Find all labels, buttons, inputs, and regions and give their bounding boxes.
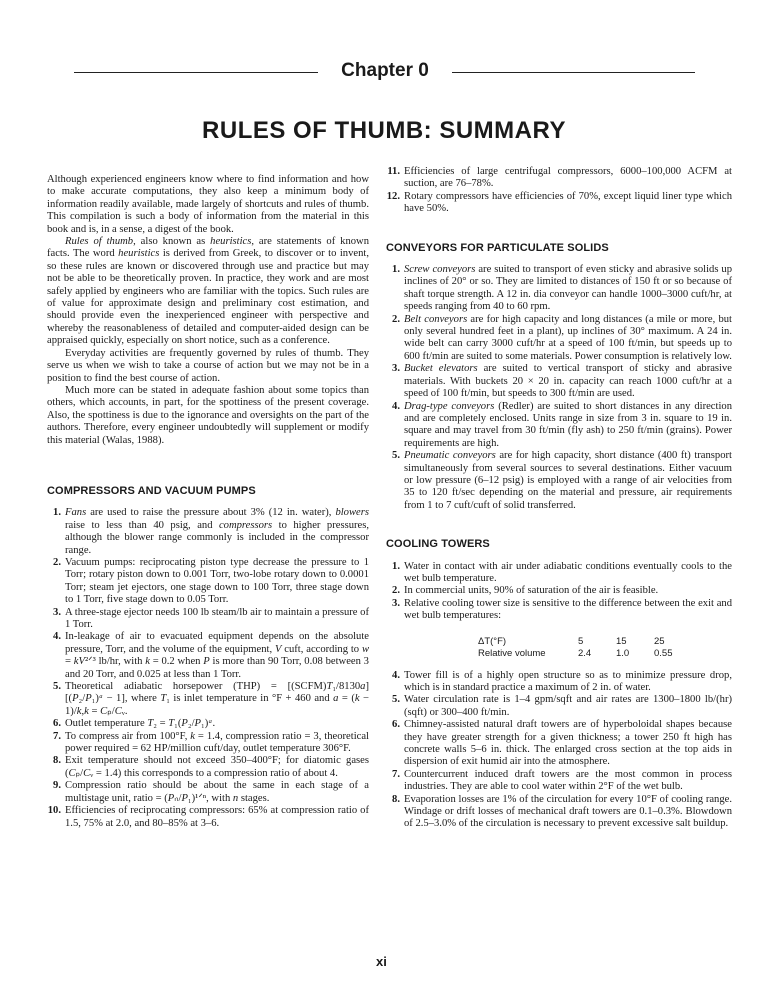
text: Although experienced engineers know where to find information and how to make accurate computations, they also keep a minimum body of information readily available, made largely of shortcuts and rules of thumb. This compilation is such a body of information from the material in this book and is, in a sense, a digest of the book. xyxy=(47,174,369,235)
text: , xyxy=(81,705,85,717)
italic-text: C xyxy=(83,767,91,779)
italic-text: Screw conveyors xyxy=(404,264,476,276)
italic-text: P xyxy=(167,792,175,804)
item-number: 1. xyxy=(53,507,61,519)
compressors-list xyxy=(47,507,369,830)
italic-text: V xyxy=(274,643,282,655)
table-row xyxy=(386,636,732,648)
cell: 2.4 xyxy=(578,647,592,659)
text: A three-stage ejector needs 100 lb steam/lb air to maintain a pressure of 1 Torr. xyxy=(65,606,369,630)
text: Rotary compressors have efficiencies of 70%, except liquid liner type which have 50%. xyxy=(404,190,732,215)
cell: 25 xyxy=(654,635,665,647)
list-item xyxy=(386,769,732,794)
text: Chimney-assisted natural draft towers are of hyperboloidal shapes because they have greater strength for a given thickness; a tower 250 ft high has concrete walls 5–6 in. thick. The enlarged cross section at the top aids in dispersion of exit humid air into the atmosphere. xyxy=(404,719,732,768)
item-number: 3. xyxy=(392,363,400,375)
italic-text: k xyxy=(84,705,89,717)
italic-text: P xyxy=(194,718,201,730)
list-item xyxy=(386,561,732,586)
item-number: 1. xyxy=(392,264,400,276)
section-heading-conveyors: CONVEYORS FOR PARTICULATE SOLIDS xyxy=(386,241,609,254)
italic-text: Bucket elevators xyxy=(404,363,478,375)
item-number: 5. xyxy=(392,450,400,462)
text: = xyxy=(88,705,101,717)
italic-text: Pneumatic conveyors xyxy=(404,450,496,462)
italic-text: heuristics xyxy=(210,236,252,248)
italic-text: T xyxy=(326,681,333,693)
cell: 0.55 xyxy=(654,647,673,659)
italic-text: T xyxy=(160,693,167,705)
text: Water circulation rate is 1–4 gpm/sqft and air rates are 1300–1800 lb/(hr)(sqft) or 300–400 ft/min. xyxy=(404,694,732,718)
text: (Redler) are suited to short distances in any direction and are completely enclosed. Units range in size from 3 in. square to 19 in. square and may travel from 30 ft/min (fly ash) to 250 ft/min (grains). Power requirements are high. xyxy=(404,400,732,449)
italic-text: n xyxy=(232,792,239,804)
text: Outlet temperature xyxy=(65,718,148,730)
conveyors-list xyxy=(386,264,732,512)
italic-text: C xyxy=(114,705,122,717)
italic-text: Fans xyxy=(65,507,87,519)
italic-text: T xyxy=(168,718,175,730)
item-number: 5. xyxy=(392,694,400,706)
header-rule-left xyxy=(74,72,318,73)
text: ₂/ xyxy=(187,718,195,730)
text: ²ᐟ³ lb/hr, with xyxy=(84,656,146,668)
text: ₁) xyxy=(201,718,209,730)
text: − 1)/ xyxy=(65,693,370,717)
list-item xyxy=(386,694,732,719)
text: , are statements of known facts. The word xyxy=(47,236,369,260)
text: Theoretical adiabatic horsepower (THP) = [(SCFM) xyxy=(65,681,327,693)
text: Efficiencies of large centrifugal compressors, 6000–100,000 ACFM at suction, are 76–78%. xyxy=(404,166,732,190)
text: Exit temperature should not exceed 350–400°F; for diatomic gases ( xyxy=(65,755,369,779)
list-item xyxy=(386,585,732,597)
text: is more than 90 Torr, 0.08 between 3 and 20 Torr, and 0.025 at less than 1 Torr. xyxy=(65,656,369,680)
row-label: ΔT(°F) xyxy=(478,635,507,647)
list-item xyxy=(47,607,369,632)
italic-text: P xyxy=(72,693,79,705)
cooling-list-continued xyxy=(386,670,732,831)
text: ₁) xyxy=(91,693,99,705)
italic-text: Rules of thumb xyxy=(65,236,134,248)
text: are suited to transport of even sticky and abrasive solids up inclines of 20° or so. They are limited to distances of 150 ft or so because of shaft torque strength. A 12 in. dia conveyor can handle 1000–3000 cuft/hr, at speeds ranging from 40 to 60 rpm. xyxy=(404,264,732,313)
item-number: 9. xyxy=(53,780,61,792)
intro-paragraph xyxy=(47,174,369,236)
list-item xyxy=(386,719,732,769)
row-label: Relative volume xyxy=(478,647,546,659)
item-number: 7. xyxy=(392,768,400,780)
intro-paragraph xyxy=(47,348,369,385)
text: Everyday activities are frequently governed by rules of thumb. They serve us when we wish to take a course of action but we may not be in a position to find the best course of action. xyxy=(47,347,369,384)
item-number: 4. xyxy=(53,631,61,643)
italic-text: compressors xyxy=(218,519,273,531)
item-number: 2. xyxy=(392,585,400,597)
intro-paragraph xyxy=(47,236,369,348)
text: ₚ/ xyxy=(75,767,84,779)
italic-text: heuristics xyxy=(118,248,160,260)
text: ₚ/ xyxy=(107,705,115,717)
list-item xyxy=(47,780,369,805)
chapter-label: Chapter 0 xyxy=(341,60,429,81)
page-title: RULES OF THUMB: SUMMARY xyxy=(202,117,566,144)
text: Relative cooling tower size is sensitive to the difference between the exit and wet bulb temperatures: xyxy=(404,597,732,622)
text: are used to raise the pressure about 3% (12 in. water), xyxy=(86,507,336,519)
cooling-list xyxy=(386,561,732,623)
text: Efficiencies of reciprocating compressors: 65% at compression ratio of 1.5, 75% at 2.0, and 80–85% at 3–6. xyxy=(65,805,369,829)
text: ᵥ. xyxy=(121,705,128,717)
text: Vacuum pumps: reciprocating piston type decrease the pressure to 1 Torr; rotary piston down to 0.001 Torr, two-lobe rotary down to 0.0001 Torr; steam jet ejectors, one stage down to 100 Torr, three stage down to 1 Torr, five stage down to 0.05 Torr. xyxy=(65,556,369,606)
italic-text: P xyxy=(181,718,188,730)
italic-text: Belt conveyors xyxy=(404,313,468,325)
list-item xyxy=(47,557,369,607)
item-number: 10. xyxy=(47,805,61,817)
list-item xyxy=(47,805,369,830)
item-number: 5. xyxy=(53,681,61,693)
text: Water in contact with air under adiabatic conditions eventually cools to the wet bulb temperature. xyxy=(404,560,732,584)
list-item xyxy=(386,314,732,364)
text: cuft, according to xyxy=(281,643,362,655)
list-item xyxy=(386,450,732,512)
cell: 5 xyxy=(578,635,584,647)
italic-text: T xyxy=(147,718,154,730)
text: Much more can be stated in adequate fashion about some topics than others, which accounts, in part, for the spottiness of the present coverage. Also, the spottiness is due to the ignorance and oversights on the part of the authors. Therefore, every engineer undoubtedly will supplement or modify this material (Walas, 1988). xyxy=(47,384,369,446)
text: Evaporation losses are 1% of the circulation for every 10°F of cooling range. Windage or drift losses of mechanical draft towers are 0.1–0.3%. Blowdown of 2.5–3.0% of the circulation is necessary to prevent excessive salt buildup. xyxy=(404,793,732,830)
text: ₙ/ xyxy=(174,792,182,804)
intro-paragraph xyxy=(47,385,369,447)
text: = 1.4, compression ratio = 3, theoretical power required = 62 HP/million cuft/day, outlet temperature 306°F. xyxy=(65,730,369,755)
text: Compression ratio should be about the same in each stage of a multistage unit, ratio = ( xyxy=(65,780,369,804)
list-item xyxy=(386,166,732,191)
text: to higher pressures, although the blower range commonly is included in the compressor range. xyxy=(65,519,369,556)
text: raise to less than 40 psig, and xyxy=(65,519,219,531)
text: ᵥ = 1.4) this corresponds to a compression ratio of about 4. xyxy=(90,767,338,779)
list-item xyxy=(47,755,369,780)
item-number: 4. xyxy=(392,669,400,681)
page-number: xi xyxy=(376,954,387,969)
cell: 1.0 xyxy=(616,647,630,659)
item-number: 12. xyxy=(386,190,400,202)
text: ₁( xyxy=(174,718,182,730)
italic-text: blowers xyxy=(335,507,369,519)
italic-text: kV xyxy=(73,656,85,668)
list-item xyxy=(386,264,732,314)
item-number: 4. xyxy=(392,400,400,412)
list-item xyxy=(47,718,369,730)
item-number: 8. xyxy=(392,793,400,805)
text: are for high capacity, short distance (400 ft) transport simultaneously from several sources to several destinations. Either vacuum or low pressure (6–12 psig) is employed with a range of air velocities from 35 to 120 ft/sec depending on the material and pressure, air requirements from 1 to 7 cuft/cuft of solid transferred. xyxy=(404,450,732,511)
left-column xyxy=(47,174,369,830)
text: . xyxy=(212,718,216,730)
italic-text: k xyxy=(354,693,360,705)
list-item xyxy=(386,670,732,695)
item-number: 11. xyxy=(387,166,400,177)
text: Tower fill is of a highly open structure so as to minimize pressure drop, which is in standard practice a maximum of 2 in. of water. xyxy=(404,669,732,693)
item-number: 3. xyxy=(392,597,400,609)
text: = 0.2 when xyxy=(149,656,204,668)
item-number: 6. xyxy=(392,719,400,731)
list-item xyxy=(386,794,732,831)
item-number: 6. xyxy=(53,718,61,730)
text: is derived from Greek, to discover or to invent, so these rules are known or discovered through use and practice but may not be able to be theoretically proven. In practice, they work and are most safely applied by engineers who are familiar with the topics. Such rules are of value for approximate design and preliminary cost estimation, and should provide even the inexperienced engineer with perspective and whereby the reasonableness of detailed and computer-aided design can be appraised quickly, especially on short notice, such as a conference. xyxy=(47,248,369,347)
text: , also known as xyxy=(133,236,211,248)
right-column xyxy=(386,166,732,831)
list-item xyxy=(47,681,369,718)
italic-text: Drag-type conveyors xyxy=(404,400,495,412)
italic-text: k xyxy=(145,656,150,668)
text: ₁)¹ᐟⁿ, with xyxy=(187,792,233,804)
item-number: 3. xyxy=(53,606,61,618)
text: ₁ is inlet temperature in °F + 460 and xyxy=(166,693,334,705)
section-heading-compressors: COMPRESSORS AND VACUUM PUMPS xyxy=(47,484,256,497)
text: are suited to vertical transport of sticky and abrasive materials. With buckets 20 × 20 in. capacity can reach 1000 cuft/hr at a speed of 100 ft/min, but speeds to 300 ft/min are used. xyxy=(404,363,732,400)
text: To compress air from 100°F, xyxy=(65,730,191,742)
text: ] [( xyxy=(65,681,369,705)
intro-text xyxy=(47,174,369,447)
italic-text: ᵃ xyxy=(208,718,213,730)
list-item xyxy=(47,631,369,681)
table-row xyxy=(386,648,732,660)
text: ₂ = xyxy=(153,718,169,730)
compressors-list-continued xyxy=(386,166,732,216)
list-item xyxy=(386,363,732,400)
italic-text: C xyxy=(68,767,76,779)
italic-text: k xyxy=(190,730,195,742)
chapter-header xyxy=(0,60,768,82)
italic-text: P xyxy=(203,656,210,668)
list-item xyxy=(386,598,732,623)
italic-text: a xyxy=(333,693,339,705)
italic-text: k xyxy=(76,705,82,717)
item-number: 2. xyxy=(392,313,400,325)
italic-text: C xyxy=(100,705,108,717)
item-number: 7. xyxy=(53,730,61,742)
text: = xyxy=(65,656,74,668)
cooling-size-table xyxy=(386,636,732,660)
section-heading-cooling-towers: COOLING TOWERS xyxy=(386,538,490,551)
text: ₁/8130 xyxy=(332,681,361,693)
list-item xyxy=(47,507,369,557)
list-item xyxy=(386,401,732,451)
italic-text: P xyxy=(181,792,188,804)
item-number: 8. xyxy=(53,755,61,767)
italic-text: ᵃ xyxy=(98,693,104,705)
italic-text: w xyxy=(361,643,370,655)
text: Countercurrent induced draft towers are the most common in process industries. They are able to cool water within 2°F of the wet bulb. xyxy=(404,768,732,793)
list-item xyxy=(386,191,732,216)
text: In commercial units, 90% of saturation of the air is feasible. xyxy=(404,585,659,597)
cell: 15 xyxy=(616,635,627,647)
text: ₂/ xyxy=(78,693,86,705)
text: = ( xyxy=(338,693,355,705)
list-item xyxy=(47,731,369,756)
italic-text: P xyxy=(85,693,92,705)
header-rule-right xyxy=(452,72,695,73)
text: are for high capacity and long distances (a mile or more, but only several hundred feet in a plant), up inclines of 30° maximum. A 24 in. wide belt can carry 3000 cuft/hr at a speed of 100 ft/min, but speeds up to 600 ft/min are suited to some materials. Power consumption is relatively low. xyxy=(404,313,732,362)
text: stages. xyxy=(238,792,270,804)
text: In-leakage of air to evacuated equipment depends on the absolute pressure, Torr, and the volume of the equipment, xyxy=(65,631,369,655)
item-number: 2. xyxy=(53,556,61,568)
text: − 1], where xyxy=(103,693,161,705)
item-number: 1. xyxy=(392,560,400,572)
italic-text: a xyxy=(360,681,366,693)
